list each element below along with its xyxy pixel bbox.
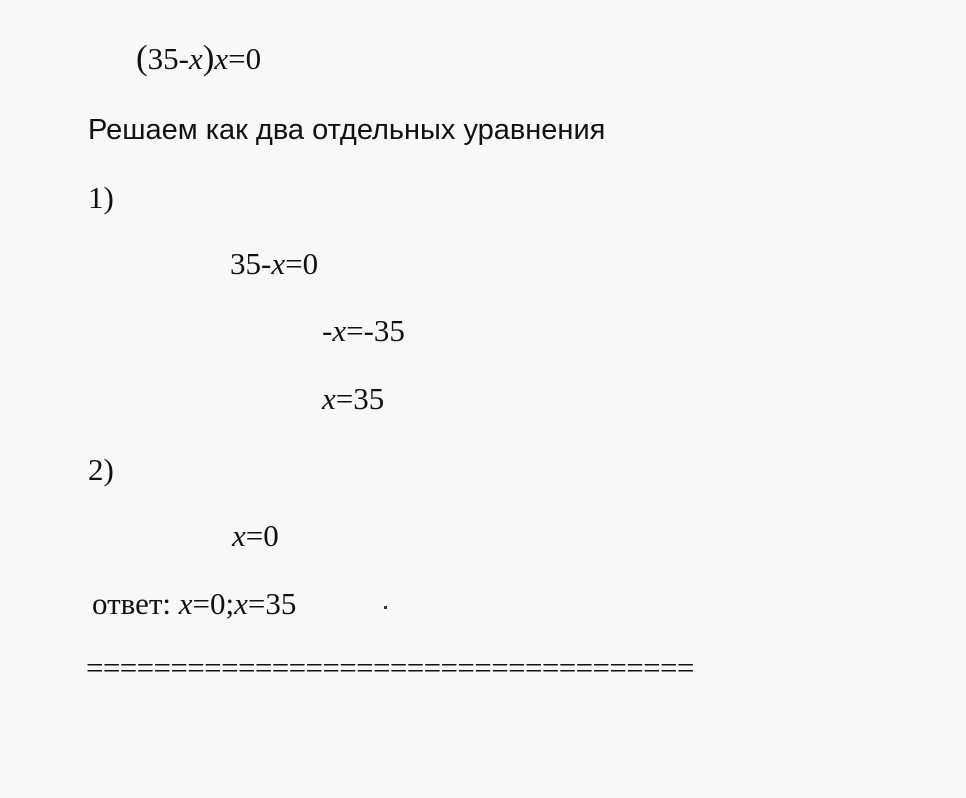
case-2-step-1: x=0 — [232, 518, 279, 553]
case-1-step-3: x=35 — [322, 381, 385, 416]
separator-line: ==================================== — [86, 650, 694, 685]
stray-dot — [384, 606, 387, 609]
instruction-text: Решаем как два отдельных уравнения — [88, 114, 606, 146]
case-2-label: 2) — [88, 452, 114, 487]
equation-original: (35-x)x=0 — [136, 38, 262, 77]
case-1-label: 1) — [88, 180, 114, 215]
answer-line: ответ: x=0;x=35 — [92, 586, 297, 621]
case-1-step-1: 35-x=0 — [230, 246, 319, 281]
case-1-step-2: -x=-35 — [322, 313, 405, 348]
